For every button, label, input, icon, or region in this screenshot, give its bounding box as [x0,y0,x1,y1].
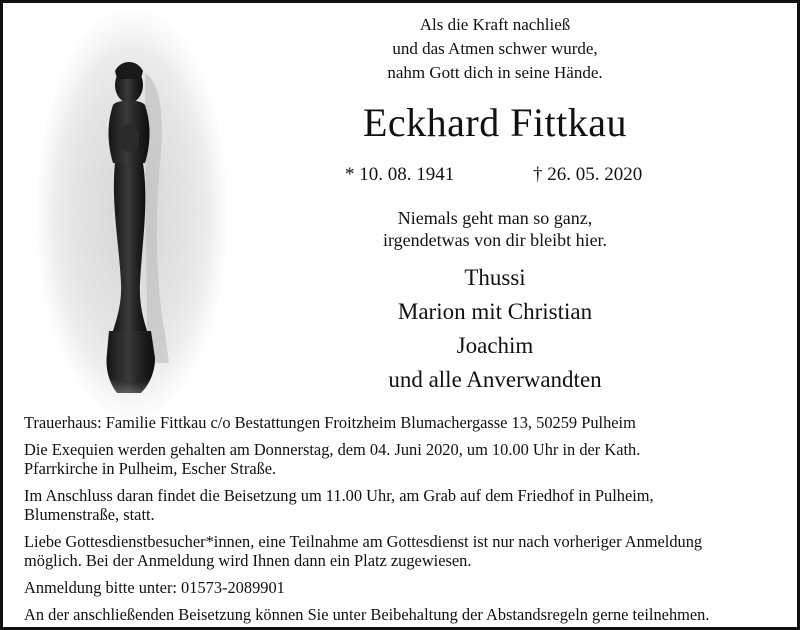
opening-poem [235,13,755,85]
exequien-line: Die Exequien werden gehalten am Donnerstag, dem 04. Juni 2020, um 10.00 Uhr in der Kath. [24,440,641,459]
funeral-information [24,413,784,624]
anmeldung-line: Anmeldung bitte unter: 01573-2089901 [24,578,285,597]
mourner: Joachim [456,333,534,358]
birth-date: * 10. 08. 1941 [345,164,455,185]
death-date: † 26. 05. 2020 [533,164,643,185]
gottesdienst-line: möglich. Bei der Anmeldung wird Ihnen dann ein Platz zugewiesen. [24,551,472,570]
quote-line: Niemals geht man so ganz, [397,208,593,228]
poem-line: nahm Gott dich in seine Hände. [387,63,603,82]
mourner: und alle Anverwandten [388,367,602,392]
beisetzung-line: Blumenstraße, statt. [24,505,155,524]
gottesdienst-line: Liebe Gottesdienstbesucher*innen, eine Teilnahme am Gottesdienst ist nur nach vorheriger Anmeldung [24,532,703,551]
trauerhaus-line: Trauerhaus: Familie Fittkau c/o Bestattungen Froitzheim Blumachergasse 13, 50259 Pulheim [24,413,636,432]
deceased-name: Eckhard Fittkau [362,100,628,145]
mourner: Thussi [464,265,526,290]
beisetzung-line: Im Anschluss daran findet die Beisetzung um 11.00 Uhr, am Grab auf dem Friedhof in Pulheim, [24,486,654,505]
quote-line: irgendetwas von dir bleibt hier. [382,230,608,250]
mourner: Marion mit Christian [397,299,593,324]
poem-line: Als die Kraft nachließ [419,15,571,34]
memorial-quote [235,207,755,251]
exequien-line: Pfarrkirche in Pulheim, Escher Straße. [24,459,277,478]
madonna-figurine-photo [37,13,227,418]
poem-line: und das Atmen schwer wurde, [392,39,598,58]
mourners-list [235,261,755,397]
abstand-line: An der anschließenden Beisetzung können Sie unter Beibehaltung der Abstandsregeln gerne teilnehmen. [24,605,710,624]
